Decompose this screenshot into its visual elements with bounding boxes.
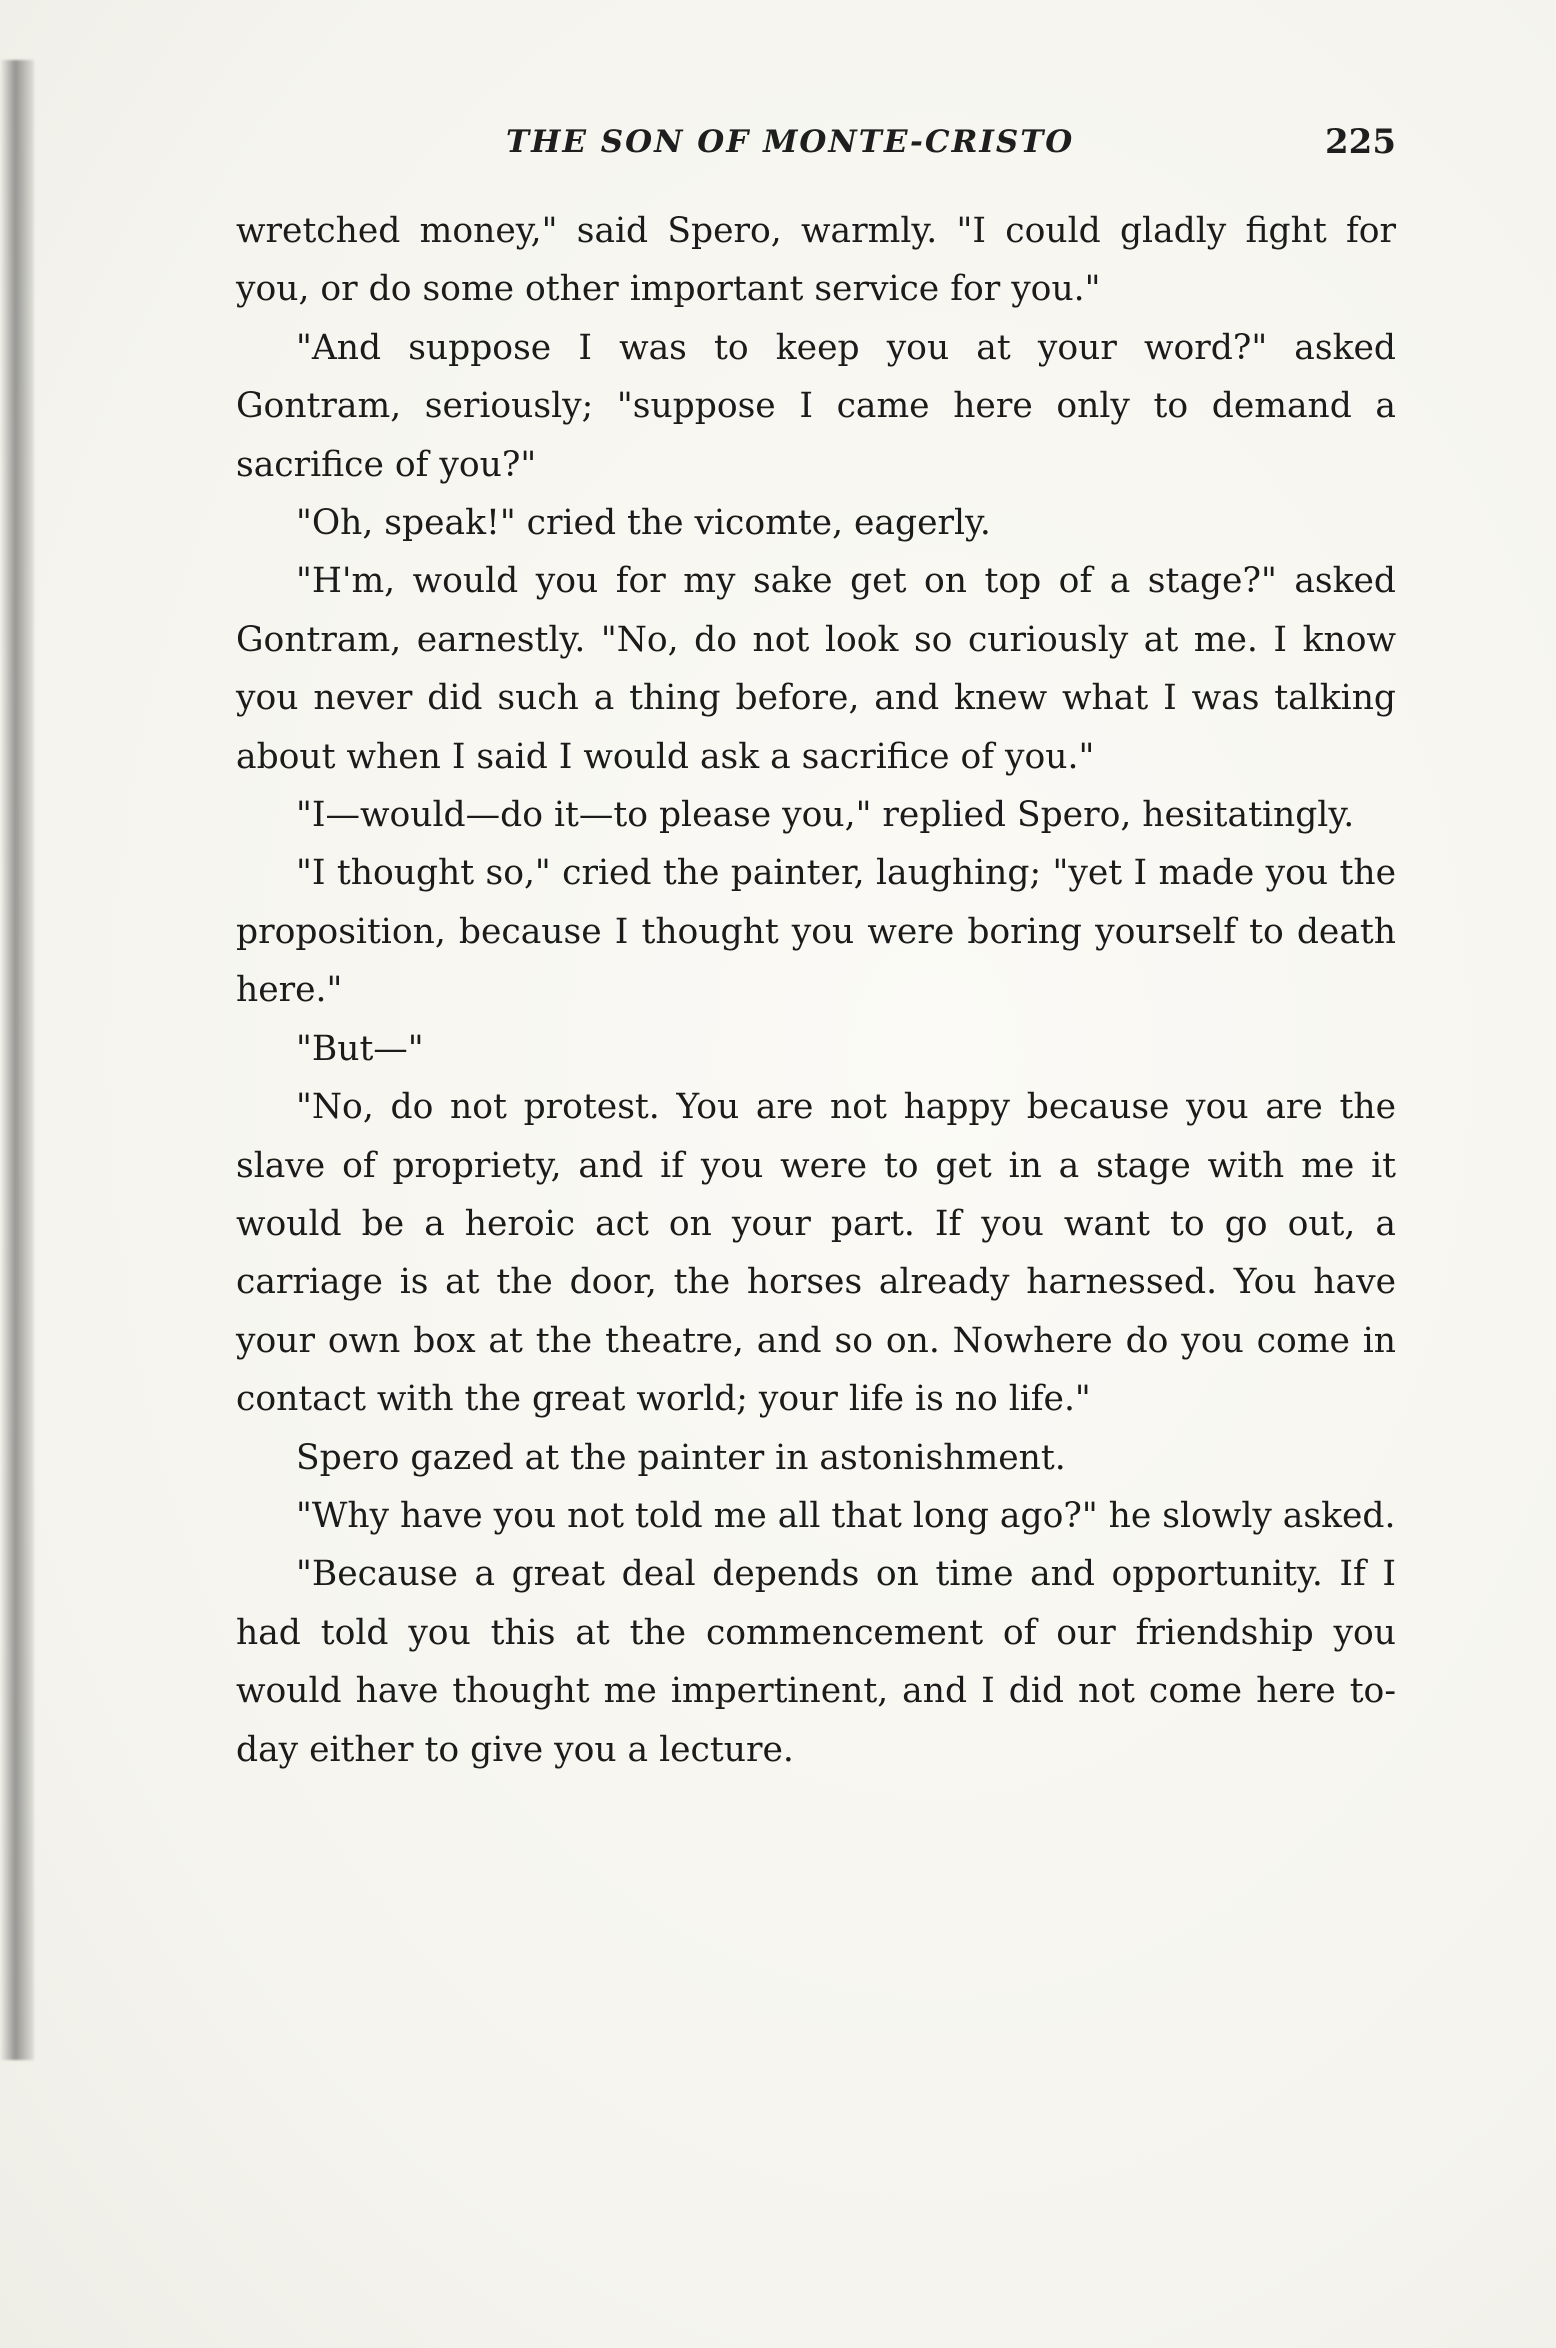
- paragraph: "And suppose I was to keep you at your word?" asked Gontram, seriously; "suppose I came here only to demand a sacrifice of you?": [236, 327, 1396, 485]
- spine-shadow: [0, 60, 34, 2060]
- running-title: THE SON OF MONTE-CRISTO: [506, 124, 1075, 160]
- body-text: [236, 202, 1396, 1779]
- paragraph: "Oh, speak!" cried the vicomte, eagerly.: [296, 503, 991, 544]
- paragraph: Spero gazed at the painter in astonishment.: [296, 1437, 1066, 1478]
- paragraph: "No, do not protest. You are not happy because you are the slave of propriety, and if you were to get in a stage with me it would be a heroic act on your part. If you want to go out, a carriage is at the door, the horses already harnessed. You have your own box at the theatre, and so on. Nowhere do you come in contact with the great world; your life is no life.": [236, 1087, 1396, 1420]
- paragraph: "Because a great deal depends on time and opportunity. If I had told you this at the commencement of our friendship you would have thought me impertinent, and I did not come here to-day either to give you a lecture.: [236, 1554, 1396, 1770]
- paragraph: "H'm, would you for my sake get on top of a stage?" asked Gontram, earnestly. "No, do not look so curiously at me. I know you never did such a thing before, and knew what I was talking about when I said I would ask a sacrifice of you.": [236, 561, 1396, 777]
- page-header: [236, 124, 1396, 176]
- paragraph: "I—would—do it—to please you," replied Spero, hesitatingly.: [296, 795, 1355, 836]
- paragraph: "I thought so," cried the painter, laughing; "yet I made you the proposition, because I thought you were boring yourself to death here.": [236, 853, 1396, 1011]
- page-number: 225: [1325, 122, 1396, 162]
- paragraph: "Why have you not told me all that long ago?" he slowly asked.: [296, 1495, 1396, 1536]
- paragraph: wretched money," said Spero, warmly. "I could gladly fight for you, or do some other important service for you.": [236, 211, 1396, 310]
- paragraph: "But—": [296, 1028, 424, 1069]
